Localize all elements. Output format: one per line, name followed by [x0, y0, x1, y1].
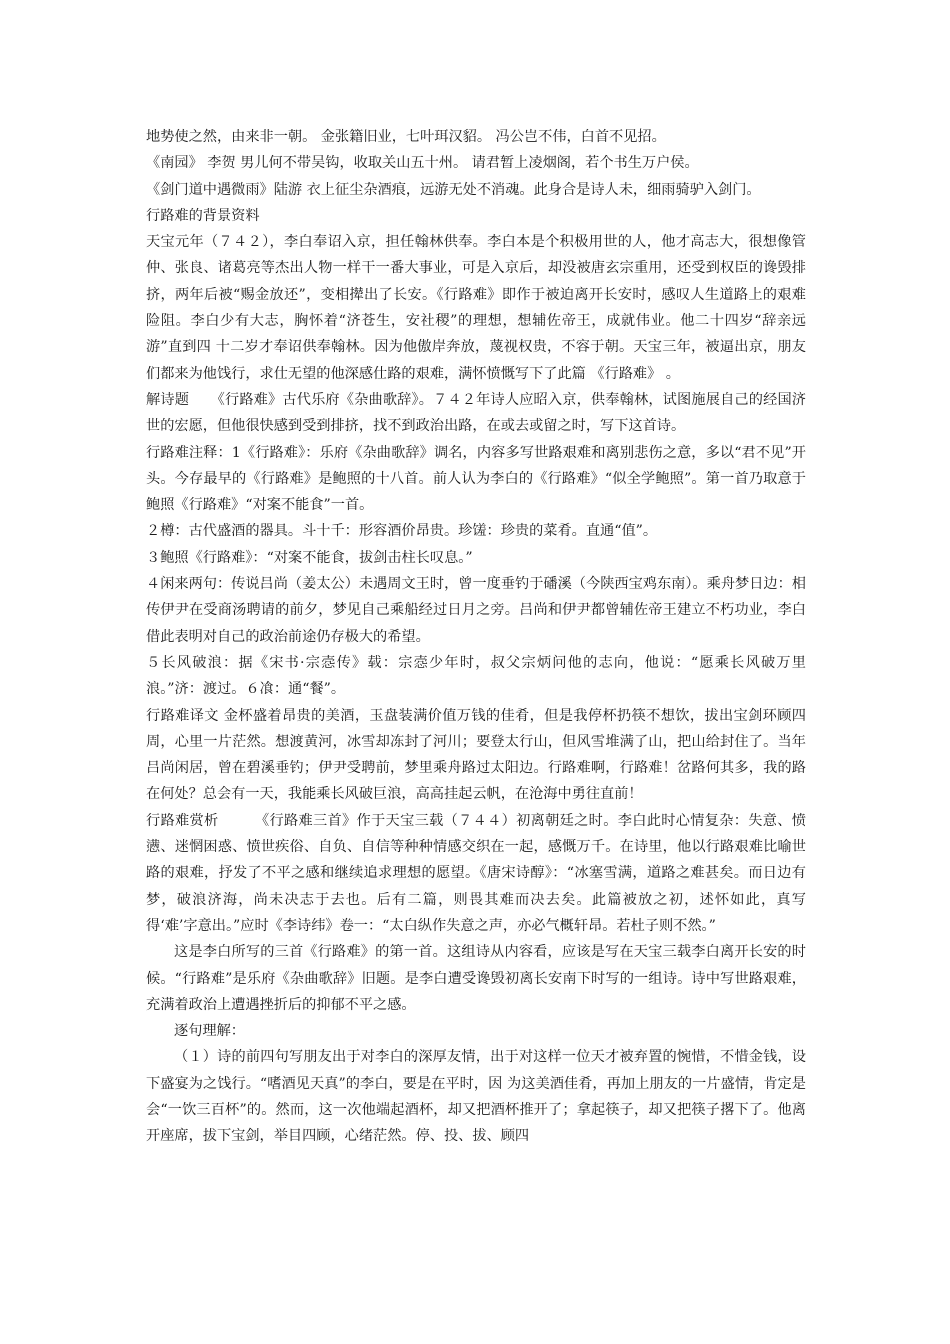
note-2: ２樽：古代盛酒的器具。斗十千：形容酒价昂贵。珍馐：珍贵的菜肴。直通“值”。 [146, 523, 658, 540]
poem-line-jinzhang: 地势使之然，由来非一朝。 金张籍旧业，七叶珥汉貂。 冯公岂不伟，白首不见招。 [146, 129, 666, 145]
translation-paragraph: 行路难译文 金杯盛着昂贵的美酒，玉盘装满价值万钱的佳肴，但是我停杯扔筷不想饮，拔出宝剑环顾四周，心里一片茫然。想渡黄河，冰雪却冻封了河川；要登太行山，但风雪堆满了山，把山给封住了。当年吕尚闲居，曾在碧溪垂钓；伊尹受聘前，梦里乘舟路过太阳边。行路难啊，行路难！岔路何其多，我的路在何处？总会有一天，我能乘长风破巨浪，高高挂起云帆，在沧海中勇往直前！ [146, 707, 806, 803]
document-body [146, 124, 806, 1150]
title-explanation: 解诗题 《行路难》古代乐府《杂曲歌辞》。７４２年诗人应昭入京，供奉翰林，试图施展自己的经国济世的宏愿，但他很快感到受到排挤，找不到政治出路，在或去或留之时，写下这首诗。 [146, 391, 806, 435]
line-by-line-heading: 逐句理解： [174, 1023, 245, 1040]
note-3: ３鲍照《行路难》：“对案不能食，拔剑击柱长叹息。” [146, 549, 473, 566]
background-paragraph: 天宝元年（７４２），李白奉诏入京，担任翰林供奉。李白本是个积极用世的人，他才高志大，很想像管仲、张良、诸葛亮等杰出人物一样干一番大事业，可是入京后，却没被唐玄宗重用，还受到权臣的谗毁排挤，两年后被“赐金放还”，变相撵出了长安。《行路难》即作于被迫离开长安时，感叹人生道路上的艰难险阻。李白少有大志，胸怀着“济苍生，安社稷”的理想，想辅佐帝王，成就伟业。他二十四岁“辞亲远游”直到四 十二岁才奉诏供奉翰林。因为他傲岸奔放，蔑视权贵，不容于朝。天宝三年，被逼出京，朋友们都来为他饯行，求仕无望的他深感仕路的艰难，满怀愤慨写下了此篇 《行路难》 。 [146, 234, 806, 382]
note-1: 行路难注释：1《行路难》：乐府《杂曲歌辞》调名，内容多写世路艰难和离别悲伤之意，多以“君不见”开头。今存最早的《行路难》是鲍照的十八首。前人认为李白的《行路难》“似全学鲍照”。第一首乃取意于鲍照《行路难》“对案不能食”一首。 [146, 444, 806, 514]
context-paragraph: 这是李白所写的三首《行路难》的第一首。这组诗从内容看，应该是写在天宝三载李白离开长安的时候。“行路难”是乐府《杂曲歌辞》旧题。是李白遭受谗毁初离长安南下时写的一组诗。诗中写世路艰难，充满着政治上遭遇挫折后的抑郁不平之感。 [146, 944, 806, 1013]
note-5: ５长风破浪：据《宋书·宗悫传》载：宗悫少年时，叔父宗炳问他的志向，他说：“愿乘长风破万里浪。”济：渡过。６飡：通“餐”。 [146, 654, 806, 698]
appreciation-paragraph: 行路难赏析 《行路难三首》作于天宝三载（７４４）初离朝廷之时。李白此时心情复杂：失意、愤懑、迷惘困惑、愤世疾俗、自负、自信等种种情感交织在一起，感慨万千。在诗里，他以行路艰难比喻世路的艰难，抒发了不平之感和继续追求理想的愿望。《唐宋诗醇》：“冰塞雪满，道路之难甚矣。而日边有梦，破浪济海，尚未决志于去也。后有二篇，则畏其难而决去矣。此篇被放之初，述怀如此，真写得‘难’字意出。”应时《李诗纬》卷一：“太白纵作失意之声，亦必气概轩昂。若杜子则不然。” [146, 812, 806, 934]
line-by-line-paragraph-1: （１）诗的前四句写朋友出于对李白的深厚友情，出于对这样一位天才被弃置的惋惜，不惜金钱，设下盛宴为之饯行。“嗜酒见天真”的李白，要是在平时，因 为这美酒佳肴，再加上朋友的一片盛情，肯定是会“一饮三百杯”的。然而，这一次他端起酒杯，却又把酒杯推开了；拿起筷子，却又把筷子撂下了。他离开座席，拔下宝剑，举目四顾，心绪茫然。停、投、拔、顾四 [146, 1049, 806, 1145]
poem-nanyuan: 《南园》 李贺 男儿何不带吴钩，收取关山五十州。 请君暂上凌烟阁，若个书生万户侯。 [146, 155, 699, 172]
poem-jianmen: 《剑门道中遇微雨》陆游 衣上征尘杂酒痕，远游无处不消魂。此身合是诗人未，细雨骑驴入剑门。 [146, 181, 761, 198]
note-4: ４闲来两句：传说吕尚（姜太公）未遇周文王时，曾一度垂钓于磻溪（今陕西宝鸡东南）。乘舟梦日边：相传伊尹在受商汤聘请的前夕，梦见自己乘船经过日月之旁。吕尚和伊尹都曾辅佐帝王建立不朽功业，李白借此表明对自己的政治前途仍存极大的希望。 [146, 576, 806, 645]
section-heading-background: 行路难的背景资料 [146, 207, 260, 224]
